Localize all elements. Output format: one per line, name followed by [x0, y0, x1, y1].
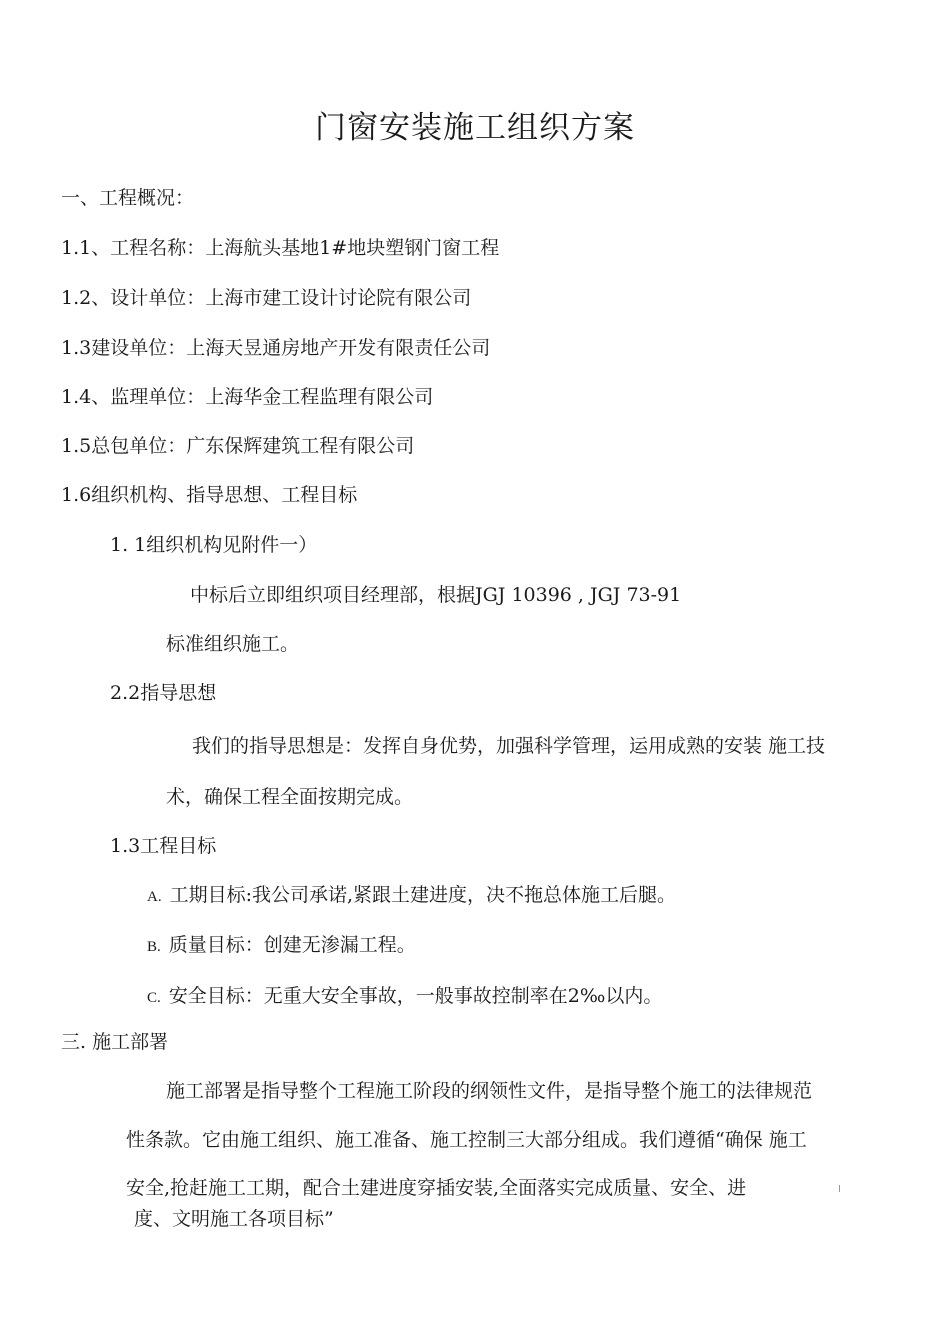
goal-a	[147, 883, 676, 909]
goal-b-text: 质量目标：创建无渗漏工程。	[168, 934, 416, 956]
sub-1-1-heading: 1. 1组织机构见附件一）	[110, 534, 318, 556]
scan-mark	[839, 1185, 840, 1192]
sub-2-2-paragraph-line: 我们的指导思想是：发挥自身优势，加强科学管理，运用成熟的安装 施工技	[192, 735, 826, 757]
sub-2-2-paragraph-line: 术，确保工程全面按期完成。	[166, 786, 414, 808]
sub-1-1-paragraph-line: 标准组织施工。	[166, 633, 300, 655]
section-3-paragraph-line: 安全,抢赶施工工期，配合土建进度穿插安装,全面落实完成质量、安全、进	[126, 1177, 747, 1199]
section-3-paragraph-line: 性条款。它由施工组织、施工准备、施工控制三大部分组成。我们遵循“确保 施工	[126, 1129, 807, 1151]
sub-1-3-heading: 1.3工程目标	[110, 835, 217, 857]
item-1-1-project-name: 1.1、工程名称：上海航头基地1#地块塑钢门窗工程	[61, 237, 500, 259]
item-1-5-general-contractor: 1.5总包单位：广东保辉建筑工程有限公司	[61, 435, 415, 457]
section-3-paragraph-line: 施工部署是指导整个工程施工阶段的纲领性文件，是指导整个施工的法律规范	[166, 1080, 813, 1102]
item-1-4-supervision-unit: 1.4、监理单位：上海华金工程监理有限公司	[61, 386, 434, 408]
goal-b-marker: B.	[147, 939, 161, 955]
goal-c-marker: C.	[147, 990, 161, 1006]
sub-2-2-heading: 2.2指导思想	[110, 682, 217, 704]
goal-a-marker: A.	[147, 889, 162, 905]
item-1-3-construction-unit: 1.3建设单位：上海天昱通房地产开发有限责任公司	[61, 337, 491, 359]
document-title: 门窗安装施工组织方案	[315, 110, 635, 146]
item-1-2-design-unit: 1.2、设计单位：上海市建工设计讨论院有限公司	[61, 287, 472, 309]
section-3-paragraph-line: 度、文明施工各项目标”	[134, 1208, 334, 1230]
section-1-heading: 一、工程概况：	[61, 187, 195, 209]
goal-c-text: 安全目标：无重大安全事故，一般事故控制率在2‰以内。	[168, 985, 663, 1007]
goal-c	[147, 984, 662, 1010]
item-1-6-heading: 1.6组织机构、指导思想、工程目标	[61, 484, 358, 506]
goal-b	[147, 933, 416, 959]
sub-1-1-paragraph-line: 中标后立即组织项目经理部，根据JGJ 10396 , JGJ 73-91	[190, 584, 682, 606]
goal-a-text: 工期目标:我公司承诺,紧跟土建进度，决不拖总体施工后腿。	[169, 884, 677, 906]
section-3-heading: 三. 施工部署	[61, 1031, 169, 1053]
